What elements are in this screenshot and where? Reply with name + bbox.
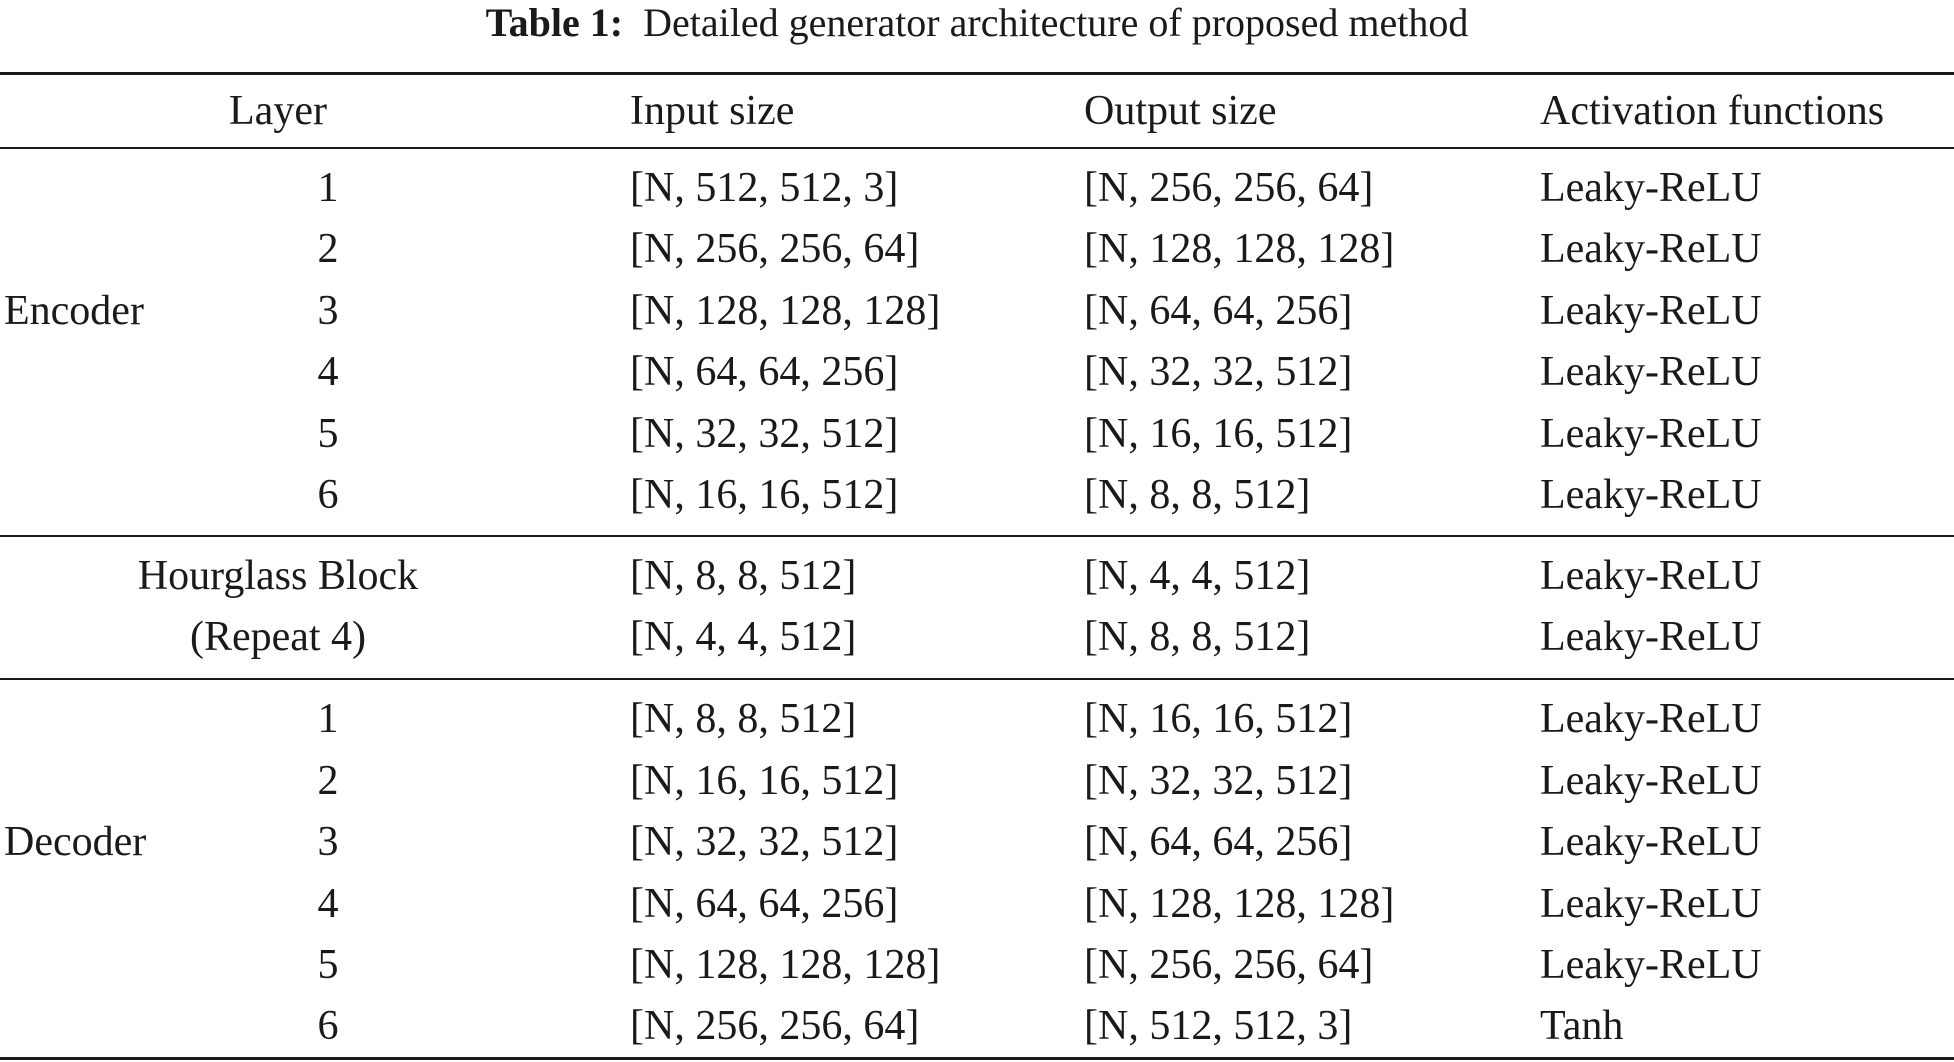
encoder-layer-num: 1 [317,165,339,211]
table-caption [0,0,1954,52]
encoder-layer-num: 4 [317,349,339,395]
encoder-output: [N, 64, 64, 256] [1084,288,1353,334]
encoder-activation: Leaky-ReLU [1540,349,1762,395]
decoder-activation: Leaky-ReLU [1540,758,1762,804]
hourglass-output: [N, 4, 4, 512] [1084,553,1311,599]
decoder-layer-num: 6 [317,1003,339,1049]
top-rule [0,72,1954,75]
encoder-activation: Leaky-ReLU [1540,411,1762,457]
encoder-layer-num: 6 [317,472,339,518]
encoder-bottom-rule [0,535,1954,537]
encoder-output: [N, 256, 256, 64] [1084,165,1374,211]
header-layer: Layer [229,88,327,134]
bottom-rule [0,1057,1954,1060]
decoder-layer-num: 4 [317,881,339,927]
encoder-activation: Leaky-ReLU [1540,165,1762,211]
encoder-input: [N, 256, 256, 64] [630,226,920,272]
encoder-input: [N, 64, 64, 256] [630,349,899,395]
hourglass-bottom-rule [0,678,1954,680]
hourglass-repeat-label: (Repeat 4) [189,614,367,660]
decoder-layer-num: 5 [317,942,339,988]
hourglass-activation: Leaky-ReLU [1540,614,1762,660]
encoder-activation: Leaky-ReLU [1540,472,1762,518]
decoder-output: [N, 64, 64, 256] [1084,819,1353,865]
encoder-output: [N, 8, 8, 512] [1084,472,1311,518]
encoder-activation: Leaky-ReLU [1540,226,1762,272]
decoder-layer-num: 2 [317,758,339,804]
encoder-input: [N, 16, 16, 512] [630,472,899,518]
header-rule [0,147,1954,149]
header-output-size: Output size [1084,88,1277,134]
header-activation: Activation functions [1540,88,1885,134]
decoder-label: Decoder [4,819,147,865]
decoder-input: [N, 16, 16, 512] [630,758,899,804]
encoder-output: [N, 16, 16, 512] [1084,411,1353,457]
caption-label: Table 1: [485,0,624,45]
encoder-output: [N, 128, 128, 128] [1084,226,1395,272]
encoder-output: [N, 32, 32, 512] [1084,349,1353,395]
decoder-output: [N, 128, 128, 128] [1084,881,1395,927]
encoder-input: [N, 128, 128, 128] [630,288,941,334]
decoder-input: [N, 8, 8, 512] [630,696,857,742]
hourglass-input: [N, 8, 8, 512] [630,553,857,599]
hourglass-input: [N, 4, 4, 512] [630,614,857,660]
decoder-activation: Tanh [1540,1003,1624,1049]
hourglass-label: Hourglass Block [137,553,419,599]
decoder-activation: Leaky-ReLU [1540,881,1762,927]
caption-text: Detailed generator architecture of proposed method [643,0,1469,45]
decoder-output: [N, 16, 16, 512] [1084,696,1353,742]
decoder-output: [N, 512, 512, 3] [1084,1003,1353,1049]
encoder-layer-num: 3 [317,288,339,334]
decoder-activation: Leaky-ReLU [1540,819,1762,865]
decoder-layer-num: 1 [317,696,339,742]
encoder-input: [N, 512, 512, 3] [630,165,899,211]
encoder-activation: Leaky-ReLU [1540,288,1762,334]
header-input-size: Input size [630,88,795,134]
decoder-activation: Leaky-ReLU [1540,696,1762,742]
decoder-layer-num: 3 [317,819,339,865]
encoder-layer-num: 5 [317,411,339,457]
decoder-input: [N, 64, 64, 256] [630,881,899,927]
encoder-label: Encoder [4,288,144,334]
hourglass-output: [N, 8, 8, 512] [1084,614,1311,660]
decoder-input: [N, 256, 256, 64] [630,1003,920,1049]
decoder-output: [N, 256, 256, 64] [1084,942,1374,988]
hourglass-activation: Leaky-ReLU [1540,553,1762,599]
decoder-input: [N, 32, 32, 512] [630,819,899,865]
decoder-input: [N, 128, 128, 128] [630,942,941,988]
encoder-input: [N, 32, 32, 512] [630,411,899,457]
decoder-output: [N, 32, 32, 512] [1084,758,1353,804]
encoder-layer-num: 2 [317,226,339,272]
decoder-activation: Leaky-ReLU [1540,942,1762,988]
